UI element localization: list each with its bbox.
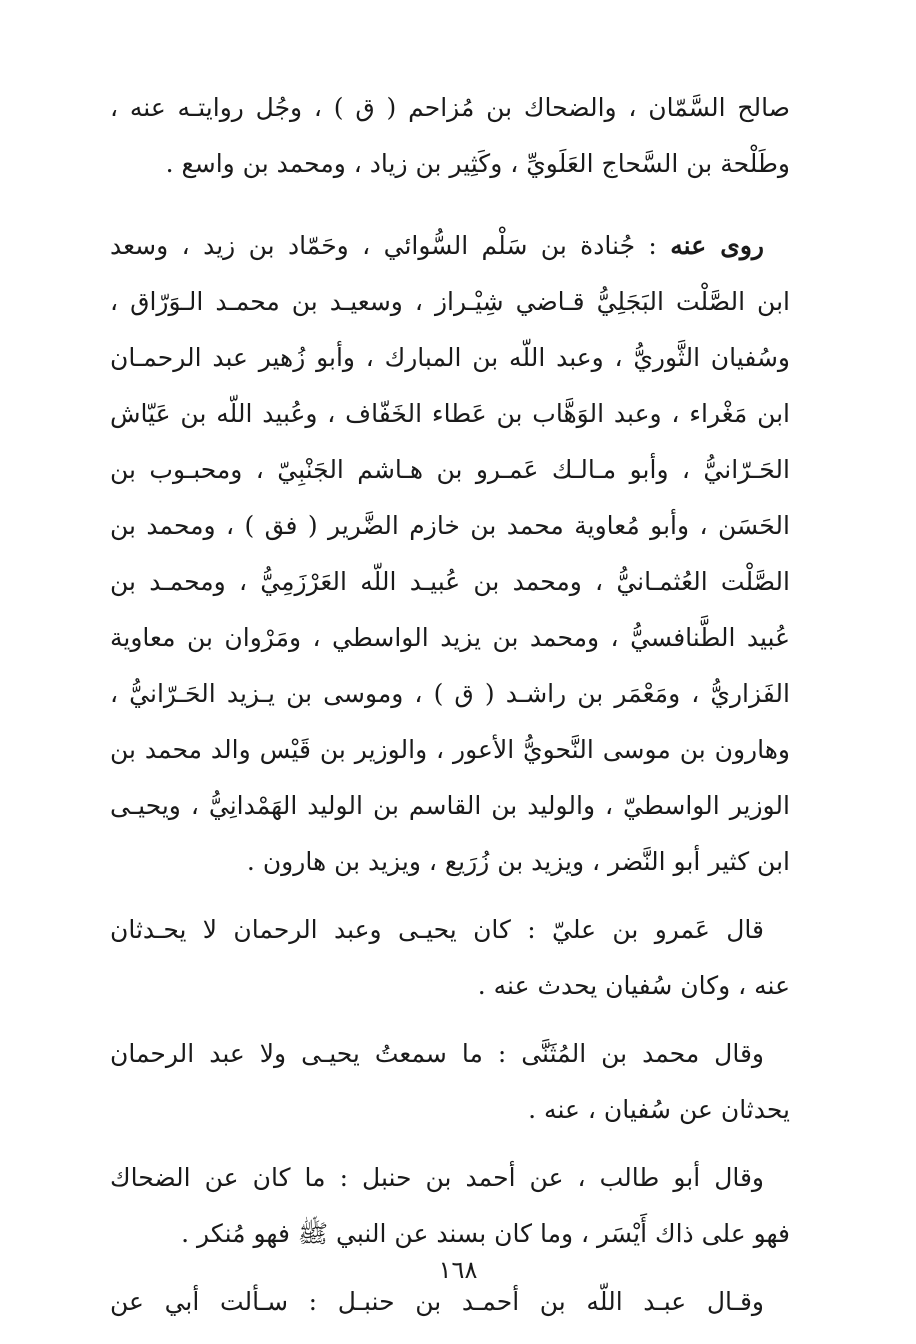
text-line bbox=[110, 1150, 790, 1206]
text-line: عنه ، وكان سُفيان يحدث عنه . bbox=[477, 971, 790, 1000]
text-line: ابن كثير أبو النَّضر ، ويزيد بن زُرَيع ، ويزيد بن هارون . bbox=[246, 847, 790, 876]
section-label: روى عنه bbox=[670, 231, 764, 260]
text-line: الحَـرّانيُّ ، وأبو مـالـك عَمـرو بن هـاشم الجَنْبِيّ ، ومحبـوب بن bbox=[110, 455, 790, 484]
text-run: وقال أبو طالب ، عن أحمد بن حنبل : ما كان عن الضحاك bbox=[110, 1163, 764, 1192]
text-line bbox=[110, 902, 790, 958]
paragraph-gap bbox=[110, 890, 790, 902]
text-line: وهارون بن موسى النَّحويُّ الأعور ، والوزير بن قَيْس والد محمد بن bbox=[110, 735, 790, 764]
paragraph-narrators bbox=[110, 218, 790, 890]
paragraph-teachers-end bbox=[110, 80, 790, 192]
paragraph-gap bbox=[110, 192, 790, 218]
text-line: الحَسَن ، وأبو مُعاوية محمد بن خازم الضَّرير ( فق ) ، ومحمد بن bbox=[110, 511, 790, 540]
paragraph-abu-talib bbox=[110, 1150, 790, 1262]
paragraph-gap bbox=[110, 1138, 790, 1150]
paragraph-ibn-almuthanna bbox=[110, 1026, 790, 1138]
text-line: يحدثان عن سُفيان ، عنه . bbox=[528, 1095, 790, 1124]
text-line bbox=[110, 1026, 790, 1082]
paragraph-amr-ibn-ali bbox=[110, 902, 790, 1014]
text-run: : جُنادة بن سَلْم السُّوائي ، وحَمّاد بن زيد ، وسعد bbox=[110, 231, 671, 260]
text-line: عُبيد الطَّنافسيُّ ، ومحمد بن يزيد الواسطي ، ومَرْوان بن معاوية bbox=[110, 623, 790, 652]
text-line bbox=[110, 218, 790, 274]
text-line: فهو على ذاك أَيْسَر ، وما كان بسند عن النبي ﷺ فهو مُنكر . bbox=[181, 1219, 790, 1248]
text-line: الوزير الواسطيّ ، والوليد بن القاسم بن الوليد الهَمْدانِيُّ ، ويحيـى bbox=[110, 791, 790, 820]
page-body bbox=[110, 80, 790, 1330]
text-line: صالح السَّمّان ، والضحاك بن مُزاحم ( ق ) ، وجُل روايتـه عنه ، bbox=[110, 93, 790, 122]
text-run: وقال محمد بن المُثَنَّى : ما سمعتُ يحيـى ولا عبد الرحمان bbox=[110, 1039, 764, 1068]
text-run: قال عَمرو بن عليّ : كان يحيـى وعبد الرحمان لا يحـدثان bbox=[110, 915, 764, 944]
paragraph-gap bbox=[110, 1014, 790, 1026]
text-line: الصَّلْت العُثمـانيُّ ، ومحمد بن عُبيـد اللّه العَرْزَمِيُّ ، ومحمـد بن bbox=[110, 567, 790, 596]
text-run: وقـال عبـد اللّه بن أحمـد بن حنبـل : سـألت أبي عن bbox=[110, 1287, 764, 1316]
text-line: وطَلْحة بن السَّحاج العَلَويِّ ، وكَثِير بن زياد ، ومحمد بن واسع . bbox=[165, 149, 790, 178]
text-line: ابن مَغْراء ، وعبد الوَهَّاب بن عَطاء الخَفّاف ، وعُبيد اللّه بن عَيّاش bbox=[110, 399, 790, 428]
text-line: وسُفيان الثَّوريُّ ، وعبد اللّه بن المبارك ، وأبو زُهير عبد الرحمـان bbox=[110, 343, 790, 372]
text-line: الفَزاريُّ ، ومَعْمَر بن راشـد ( ق ) ، وموسى بن يـزيد الحَـرّانيُّ ، bbox=[110, 679, 790, 708]
text-line: ابن الصَّلْت البَجَلِيُّ قـاضي شِيْـراز ، وسعيـد بن محمـد الـوَرّاق ، bbox=[110, 287, 790, 316]
page-number: ١٦٨ bbox=[438, 1256, 478, 1284]
